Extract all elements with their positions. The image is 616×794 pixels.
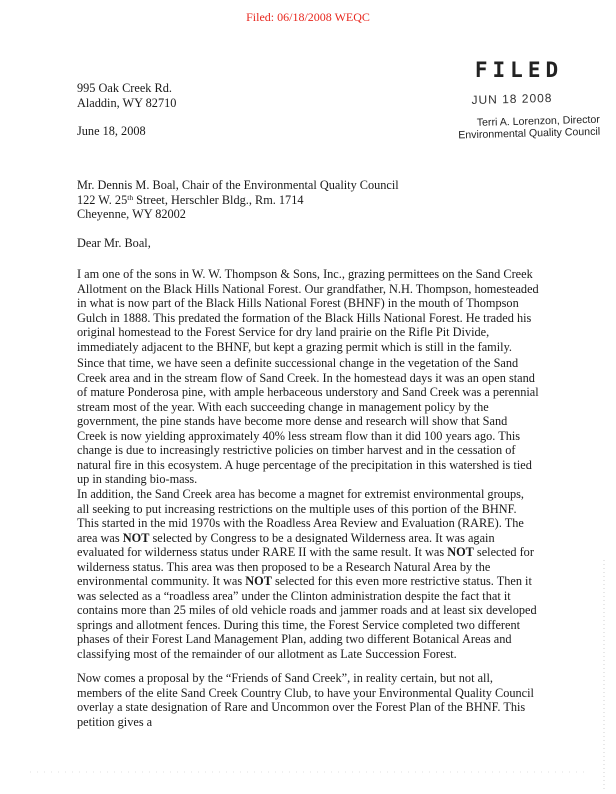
recipient-name: Mr. Dennis M. Boal, Chair of the Environmental Quality Council — [77, 178, 399, 192]
stamp-director-name: Terri A. Lorenzon, Director — [476, 113, 600, 129]
emphasis-not: NOT — [245, 574, 272, 588]
salutation: Dear Mr. Boal, — [77, 236, 151, 250]
emphasis-not: NOT — [122, 530, 150, 545]
paragraph-3: In addition, the Sand Creek area has become a magnet for extremist environmental groups, all seeking to put increasing restrictions on the multiple uses of this portion of the BHNF. This started in the mid 1970s with the Roadless Area Review and Evaluation (RARE). The area was NOT selected by Congress to be a designated Wilderness area. It was again evaluated for wilderness status under RARE II with the same result. It was NOT selected for wilderness status. This area was then proposed to be a Research Natural Area by the environmental community. It was NOT selected for this even more restrictive status. Then it was selected as a “roadless area” under the Clinton administration despite the fact that it contains more than 25 miles of old vehicle roads and jammer roads and at least six developed springs and allotment fences. During this time, the Forest Service completed two different phases of their Forest Land Management Plan, adding two different Botanical Areas and classifying most of the remainder of our allotment as Late Succession Forest. — [77, 487, 537, 661]
stamp-date: JUN 18 2008 — [471, 90, 553, 108]
recipient-address — [77, 178, 399, 222]
stamp-word: FILED — [474, 58, 564, 82]
paragraph-4: Now comes a proposal by the “Friends of Sand Creek”, in reality certain, but not all, members of the elite Sand Creek Country Club, to have your Environmental Quality Council overlay a state designation of Rare and Uncommon over the Forest Plan of the BHNF. This petition gives a — [77, 671, 534, 729]
stamp-signature-block — [418, 114, 607, 143]
sender-street: 995 Oak Creek Rd. — [77, 81, 172, 95]
recipient-city: Cheyenne, WY 82002 — [77, 207, 186, 221]
recipient-street: 122 W. 25th Street, Herschler Bldg., Rm. 1714 — [77, 192, 304, 207]
sender-address — [77, 81, 176, 110]
paragraph-2: Since that time, we have seen a definite successional change in the vegetation of the Sand Creek area and in the stream flow of Sand Creek. In the homestead days it was an open stand of mature Ponderosa pine, with ample herbaceous understory and Sand Creek was a perennial stream most of the year. With each succeeding change in management policy by the government, the pine stands have become more dense and research will show that Sand Creek is now yielding approximately 40% less stream flow than it did 100 years ago. This change is due to increasingly restrictive policies on timber harvest and in the cessation of natural fire in this ecosystem. A huge percentage of the precipitation in this watershed is tied up in standing bio-mass. — [77, 356, 539, 486]
emphasis-not: NOT — [447, 545, 474, 559]
paragraph-1: I am one of the sons in W. W. Thompson & Sons, Inc., grazing permittees on the Sand Creek Allotment on the Black Hills National Forest. Our grandfather, N.H. Thompson, homesteaded in what is now part of the Black Hills National Forest (BHNF) in the mouth of Thompson Gulch in 1888. This predated the formation of the Black Hills National Forest. He traded his original homestead to the Forest Service for dry land prairie on the Rifle Pit Divide, immediately adjacent to the BHNF, but kept a grazing permit which is still in the family. — [77, 267, 539, 354]
filed-stamp — [418, 58, 606, 140]
filing-header: Filed: 06/18/2008 WEQC — [246, 10, 370, 24]
stamp-office: Environmental Quality Council — [458, 125, 601, 142]
sender-city: Aladdin, WY 82710 — [77, 95, 177, 110]
letter-date: June 18, 2008 — [77, 124, 146, 138]
